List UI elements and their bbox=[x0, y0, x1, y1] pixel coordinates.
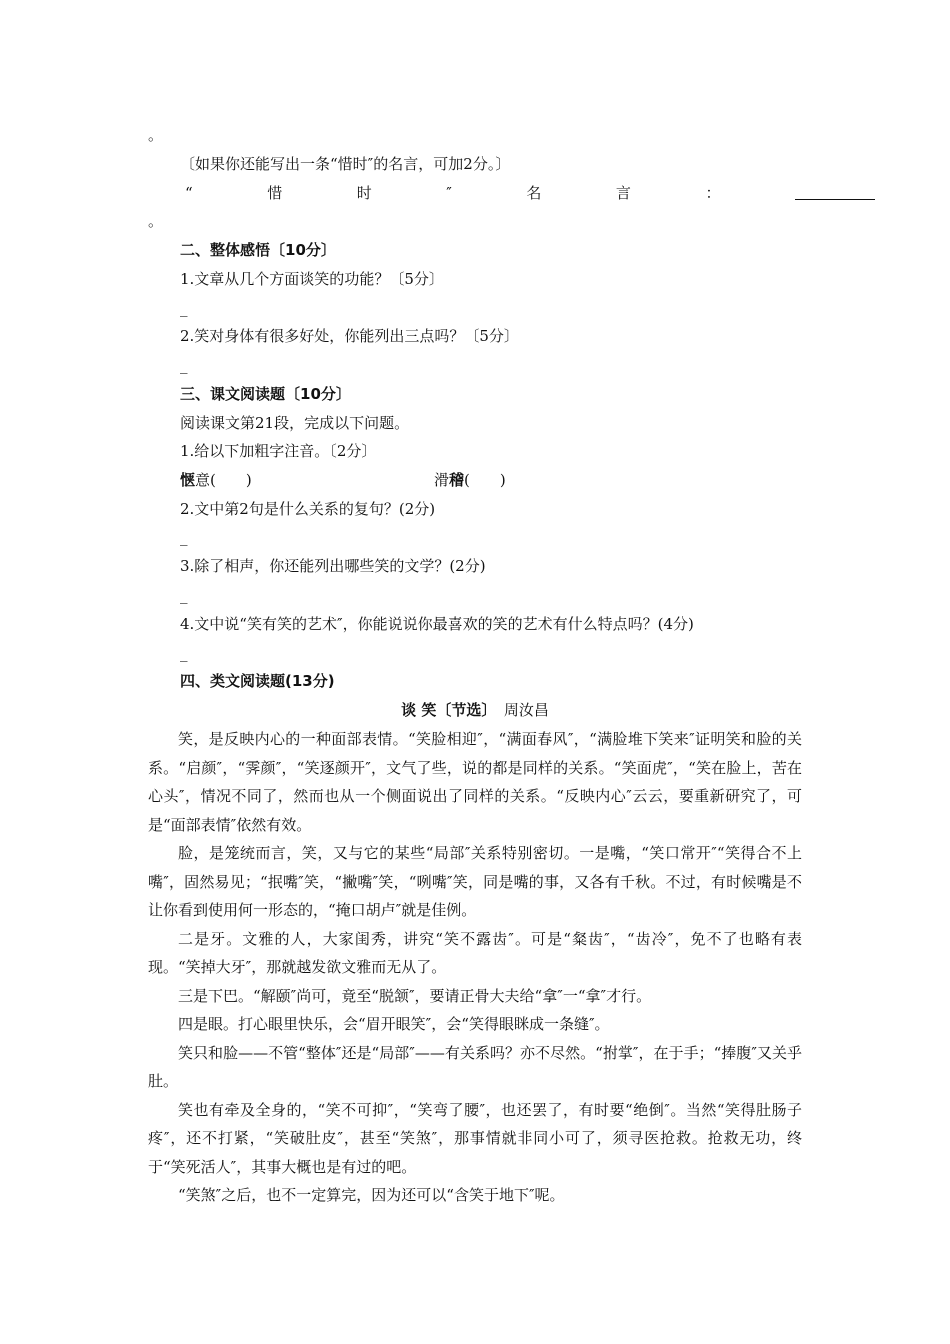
quote-open: “ bbox=[185, 184, 193, 202]
article-author: 周汝昌 bbox=[503, 701, 549, 719]
char-xi: 惜 bbox=[267, 184, 283, 202]
word-2-rest: ( ) bbox=[464, 471, 506, 489]
quote-close: ″ bbox=[446, 184, 452, 202]
answer-blank[interactable] bbox=[795, 183, 875, 200]
s3-question-4: 4.文中说“笑有笑的艺术″，你能说说你最喜欢的笑的艺术有什么特点吗？(4分) bbox=[180, 615, 694, 633]
bonus-instruction: 〔如果你还能写出一条“惜时″的名言，可加2分。〕 bbox=[180, 155, 511, 173]
s2-question-1: 1.文章从几个方面谈笑的功能？〔5分〕 bbox=[180, 270, 444, 288]
article-body bbox=[148, 725, 802, 1210]
s3-answer-2: _ bbox=[180, 528, 188, 546]
s3-word-1 bbox=[180, 470, 252, 490]
article-paragraph: 笑也有牵及全身的，“笑不可抑″，“笑弯了腰″，也还罢了，有时要“绝倒″。当然“笑得肚肠子疼″，还不打紧，“笑破肚皮″，甚至“笑煞″，那事情就非同小可了，须寻医抢救。抢救无功，终于“笑死活人″，其事大概也是有过的吧。 bbox=[148, 1100, 802, 1176]
article-paragraph: 四是眼。打心眼里快乐，会“眉开眼笑″，会“笑得眼眯成一条缝″。 bbox=[178, 1015, 610, 1033]
colon: ： bbox=[705, 184, 721, 202]
char-shi: 时 bbox=[356, 184, 372, 202]
bold-char-qie: 惬 bbox=[180, 471, 196, 489]
article-paragraph: 笑，是反映内心的一种面部表情。“笑脸相迎″，“满面春风″，“满脸堆下笑来″证明笑和脸的关系。“启颜″，“霁颜″，“笑逐颜开″，文气了些，说的都是同样的关系。“笑面虎″，“笑在脸上，苦在心头″，情况不同了，然而也从一个侧面说出了同样的关系。“反映内心″云云，要重新研究了，可是“面部表情″依然有效。 bbox=[148, 730, 802, 834]
article-paragraph: “笑煞″之后，也不一定算完，因为还可以“含笑于地下″呢。 bbox=[178, 1186, 565, 1204]
section-3-heading: 三、课文阅读题〔10分〕 bbox=[180, 385, 351, 403]
s3-intro: 阅读课文第21段，完成以下问题。 bbox=[180, 414, 410, 432]
s3-answer-4: _ bbox=[180, 644, 188, 662]
article-title: 谈 笑〔节选〕 bbox=[401, 701, 489, 719]
char-ming: 名 bbox=[526, 184, 542, 202]
section-2-heading: 二、整体感悟〔10分〕 bbox=[180, 241, 336, 259]
section-4-heading: 四、类文阅读题(13分) bbox=[180, 672, 335, 690]
s3-answer-3: _ bbox=[180, 586, 188, 604]
article-paragraph: 脸，是笼统而言，笑，又与它的某些“局部″关系特别密切。一是嘴，“笑口常开″“笑得合不上嘴″，固然易见；“抿嘴″笑，“撇嘴″笑，“咧嘴″笑，同是嘴的事，又各有千秋。不过，有时候嘴是不让你看到使用何一形态的，“掩口胡卢″就是佳例。 bbox=[148, 844, 802, 919]
trailing-period: 。 bbox=[148, 126, 164, 144]
article-paragraph: 二是牙。文雅的人，大家闺秀，讲究“笑不露齿″。可是“粲齿″，“齿冷″，免不了也略有表现。“笑掉大牙″，那就越发欲文雅而无从了。 bbox=[148, 929, 802, 976]
s2-answer-2: _ bbox=[180, 356, 188, 374]
article-title-line bbox=[148, 700, 802, 720]
word-1-rest: 意( ) bbox=[195, 471, 252, 489]
char-yan: 言 bbox=[615, 184, 631, 202]
bold-char-ji: 稽 bbox=[449, 471, 465, 489]
s3-question-3: 3.除了相声，你还能列出哪些笑的文学？(2分) bbox=[180, 557, 486, 575]
word-2-pre: 滑 bbox=[434, 471, 450, 489]
motto-answer-line bbox=[185, 183, 875, 203]
line-end-period: 。 bbox=[148, 212, 164, 230]
s3-word-2 bbox=[434, 470, 506, 490]
s3-question-1: 1.给以下加粗字注音。〔2分〕 bbox=[180, 442, 377, 460]
article-paragraph: 三是下巴。“解颐″尚可，竟至“脱颔″，要请正骨大夫给“拿″一“拿″才行。 bbox=[178, 986, 652, 1005]
s2-answer-1: _ bbox=[180, 299, 188, 317]
s3-question-2: 2.文中第2句是什么关系的复句？(2分) bbox=[180, 500, 436, 518]
article-paragraph: 笑只和脸——不管“整体″还是“局部″——有关系吗？亦不尽然。“拊掌″，在于手；“捧腹″又关乎肚。 bbox=[148, 1043, 802, 1090]
s2-question-2: 2.笑对身体有很多好处，你能列出三点吗？〔5分〕 bbox=[180, 327, 519, 345]
